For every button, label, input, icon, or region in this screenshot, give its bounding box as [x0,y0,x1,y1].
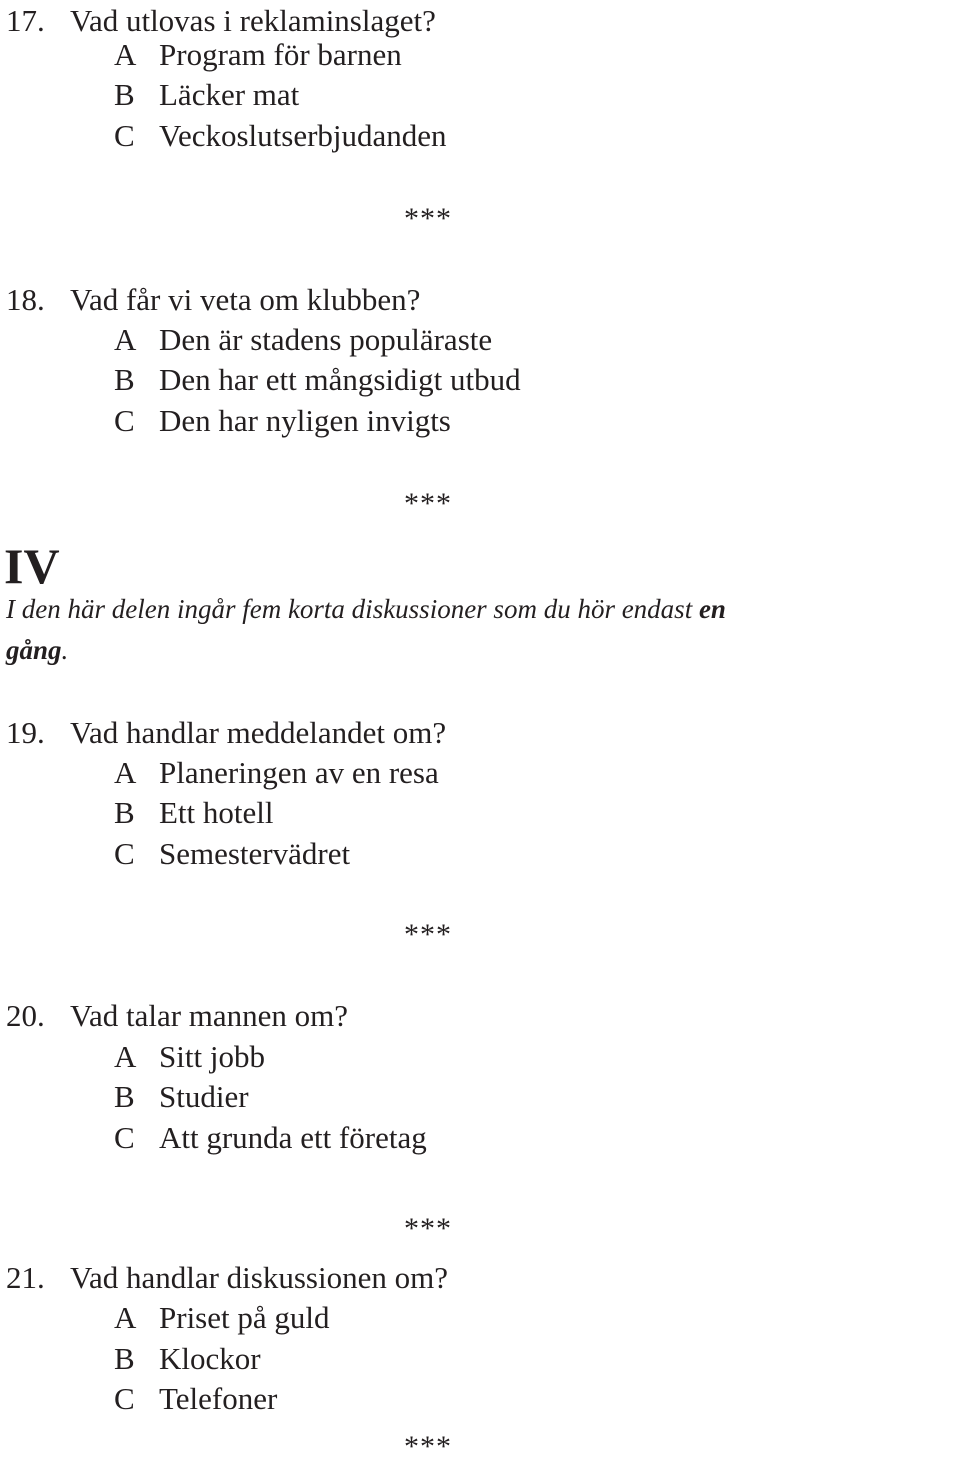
question-text: Vad utlovas i reklaminslaget? [70,3,436,38]
intro-text: I den här delen ingår fem korta diskussioner som du hör endast [6,594,699,624]
separator: *** [404,1430,452,1463]
intro-emphasis: en [698,594,726,624]
question-text: Vad får vi veta om klubben? [70,282,421,317]
option-text-a: Program för barnen [159,37,402,72]
option-text-a: Sitt jobb [159,1039,265,1074]
option-letter-a: A [114,1300,137,1335]
section-intro-line-1 [6,596,726,623]
option-letter-a: A [114,1039,137,1074]
option-letter-c: C [114,1381,135,1416]
option-letter-c: C [114,836,135,871]
option-text-a: Planeringen av en resa [159,755,439,790]
option-text-c: Veckoslutserbjudanden [159,118,447,153]
option-text-c: Den har nyligen invigts [159,403,451,438]
option-letter-c: C [114,403,135,438]
option-text-c: Telefoner [159,1381,278,1416]
option-text-b: Läcker mat [159,77,300,112]
option-text-b: Studier [159,1079,249,1114]
section-intro-line-2 [6,637,68,664]
intro-emphasis: gång [6,635,62,665]
option-text-b: Den har ett mångsidigt utbud [159,362,521,397]
option-letter-a: A [114,755,137,790]
section-heading: IV [4,538,60,594]
question-number: 18. [6,282,45,317]
option-text-a: Den är stadens populäraste [159,322,493,357]
question-number: 21. [6,1260,45,1295]
option-letter-b: B [114,1079,135,1114]
question-number: 19. [6,715,45,750]
option-text-c: Semestervädret [159,836,351,871]
question-text: Vad talar mannen om? [70,998,349,1033]
option-text-a: Priset på guld [159,1300,330,1335]
question-text: Vad handlar meddelandet om? [70,715,447,750]
option-letter-a: A [114,322,137,357]
separator: *** [404,487,452,520]
option-letter-b: B [114,362,135,397]
separator: *** [404,202,452,235]
option-letter-c: C [114,1120,135,1155]
option-letter-b: B [114,1341,135,1376]
option-text-c: Att grunda ett företag [159,1120,427,1155]
option-text-b: Klockor [159,1341,261,1376]
question-number: 20. [6,998,45,1033]
intro-text: . [61,635,69,665]
option-letter-b: B [114,795,135,830]
separator: *** [404,918,452,951]
option-text-b: Ett hotell [159,795,274,830]
question-text: Vad handlar diskussionen om? [70,1260,448,1295]
question-number: 17. [6,3,45,38]
option-letter-b: B [114,77,135,112]
separator: *** [404,1212,452,1245]
option-letter-c: C [114,118,135,153]
option-letter-a: A [114,37,137,72]
